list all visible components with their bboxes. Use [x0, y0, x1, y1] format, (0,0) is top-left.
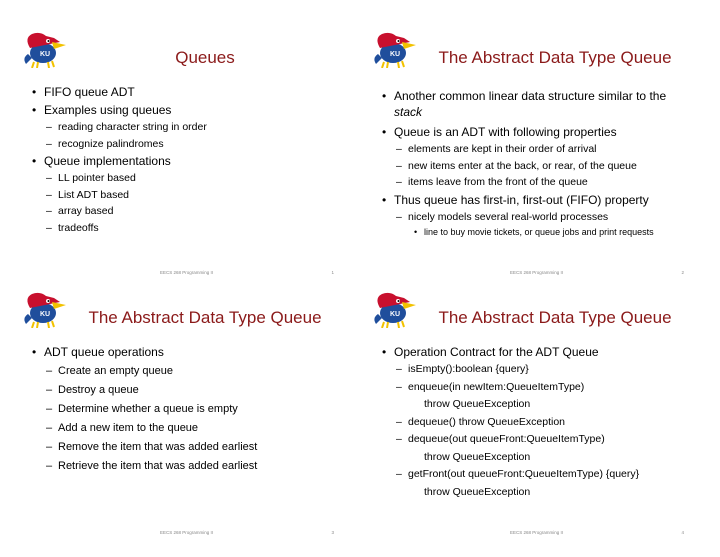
- page-number: 3: [331, 530, 334, 535]
- slide-body: [30, 86, 344, 239]
- sub-bullet: – enqueue(in newItem:QueueItemType): [396, 380, 585, 393]
- footer-text: EECS 268 Programming II: [510, 270, 564, 275]
- footer-text: EECS 268 Programming II: [160, 270, 214, 275]
- sub-bullet: – List ADT based: [46, 188, 130, 201]
- sub-bullet: – tradeoffs: [46, 221, 99, 234]
- svg-text:KU: KU: [40, 311, 51, 318]
- continuation-line: throw QueueException: [424, 398, 531, 410]
- slide-1: [10, 22, 350, 284]
- sub-bullet: – dequeue() throw QueueException: [396, 415, 566, 428]
- slide-body: [30, 346, 344, 480]
- continuation-line: throw QueueException: [424, 450, 531, 463]
- sub-bullet: – Remove the item that was added earliest: [46, 441, 258, 453]
- sub-bullet: – Create an empty queue: [46, 365, 173, 377]
- sub-bullet: – LL pointer based: [46, 172, 136, 184]
- sub-bullet: – array based: [46, 205, 114, 217]
- sub-sub-bullet: • line to buy movie tickets, or queue jobs and print requests: [380, 228, 694, 237]
- jayhawk-logo: [370, 288, 416, 328]
- footer-text: EECS 268 Programming II: [160, 530, 214, 535]
- bullet: • Operation Contract for the ADT Queue: [380, 346, 694, 358]
- jayhawk-logo: [20, 28, 66, 68]
- sub-bullet: – Determine whether a queue is empty: [46, 403, 238, 415]
- sub-bullet: – getFront(out queueFront:QueueItemType) {query}: [396, 468, 640, 480]
- bullet: • Thus queue has first-in, first-out (FIFO) property: [380, 194, 694, 206]
- bullet: • Examples using queues: [30, 104, 344, 116]
- sub-bullet: – recognize palindromes: [46, 137, 164, 150]
- bullet: • Queue is an ADT with following properties: [380, 126, 694, 138]
- sub-bullet: – Add a new item to the queue: [46, 422, 199, 434]
- sub-bullet: – isEmpty():boolean {query}: [396, 363, 529, 375]
- sub-bullet: – Destroy a queue: [46, 384, 139, 396]
- sub-bullet: – new items enter at the back, or rear, of the queue: [396, 159, 637, 172]
- slide-title: The Abstract Data Type Queue: [88, 308, 322, 327]
- bullet: • Queue implementations: [30, 155, 344, 167]
- page-number: 4: [681, 530, 684, 535]
- sub-bullet: – reading character string in order: [46, 121, 207, 133]
- bullet: • ADT queue operations: [30, 346, 344, 358]
- sub-bullet: – items leave from the front of the queue: [396, 176, 588, 189]
- sub-bullet: – elements are kept in their order of arrival: [396, 143, 597, 156]
- page-number: 2: [681, 270, 684, 275]
- slide-body: [380, 346, 694, 504]
- slide-3: [10, 282, 350, 544]
- jayhawk-logo: [370, 28, 416, 68]
- slide-title: Queues: [175, 48, 235, 67]
- bullet: • Another common linear data structure similar to the stack: [380, 88, 694, 120]
- jayhawk-logo: [20, 288, 66, 328]
- sub-bullet: – nicely models several real-world processes: [396, 210, 609, 223]
- slide-4: [360, 282, 700, 544]
- slide-body: [380, 88, 694, 241]
- bullet: • FIFO queue ADT: [30, 86, 344, 98]
- slide-title: The Abstract Data Type Queue: [438, 308, 672, 327]
- svg-text:KU: KU: [390, 311, 401, 318]
- sub-bullet: – Retrieve the item that was added earliest: [46, 460, 258, 472]
- slide-2: [360, 22, 700, 284]
- page-number: 1: [331, 270, 334, 275]
- sub-bullet: – dequeue(out queueFront:QueueItemType): [396, 433, 605, 445]
- svg-text:KU: KU: [40, 51, 51, 58]
- footer-text: EECS 268 Programming II: [510, 530, 564, 535]
- continuation-line: throw QueueException: [424, 485, 531, 498]
- svg-text:KU: KU: [390, 51, 401, 58]
- slide-title: The Abstract Data Type Queue: [438, 48, 672, 67]
